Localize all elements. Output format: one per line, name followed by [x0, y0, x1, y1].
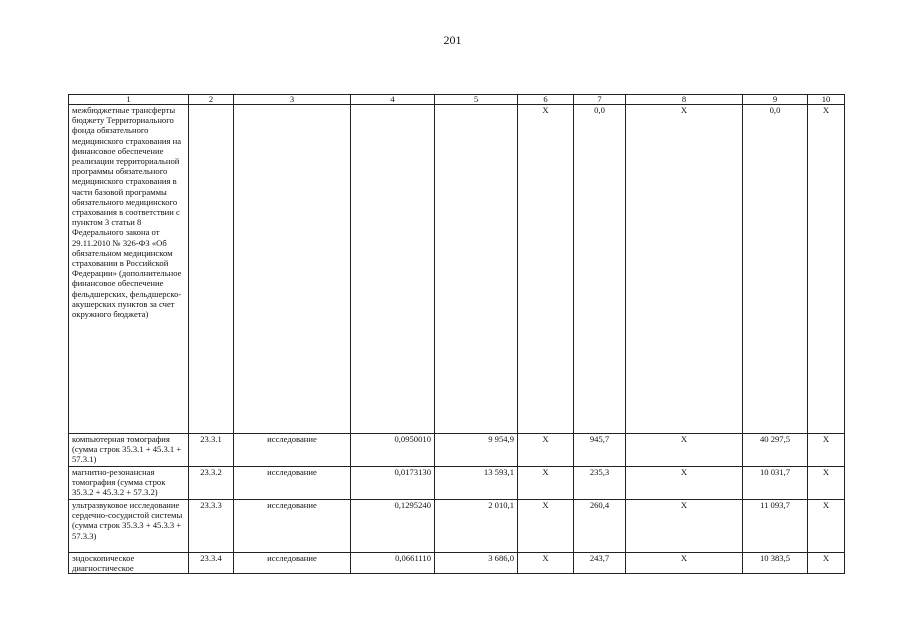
header-cell: 2 [189, 95, 234, 105]
table-row [69, 553, 845, 574]
header-cell: 4 [351, 95, 435, 105]
row-col10: X [808, 553, 845, 574]
row-volume [351, 105, 435, 434]
row-unit [234, 105, 351, 434]
row-col6: X [518, 434, 574, 467]
header-cell: 3 [234, 95, 351, 105]
header-cell: 10 [808, 95, 845, 105]
row-code: 23.3.4 [189, 553, 234, 574]
row-col7: 260,4 [574, 500, 626, 553]
row-name: эндоскопическое диагностическое [69, 553, 189, 574]
row-code: 23.3.2 [189, 467, 234, 500]
row-col8: X [626, 467, 743, 500]
row-cost: 13 593,1 [435, 467, 518, 500]
table-row [69, 500, 845, 553]
row-volume: 0,0950010 [351, 434, 435, 467]
row-unit: исследование [234, 500, 351, 553]
row-volume: 0,0661110 [351, 553, 435, 574]
page-number: 201 [443, 33, 462, 47]
row-col8: X [626, 105, 743, 434]
row-col9: 40 297,5 [743, 434, 808, 467]
table-row [69, 434, 845, 467]
row-unit: исследование [234, 553, 351, 574]
row-volume: 0,1295240 [351, 500, 435, 553]
row-code: 23.3.3 [189, 500, 234, 553]
row-col8: X [626, 500, 743, 553]
header-cell: 9 [743, 95, 808, 105]
row-col8: X [626, 434, 743, 467]
row-code: 23.3.1 [189, 434, 234, 467]
row-col10: X [808, 500, 845, 553]
row-code [189, 105, 234, 434]
row-unit: исследование [234, 434, 351, 467]
table-header-row [69, 95, 845, 105]
budget-table [68, 94, 845, 574]
header-cell: 5 [435, 95, 518, 105]
row-col6: X [518, 500, 574, 553]
header-cell: 7 [574, 95, 626, 105]
row-name: межбюджетные трансферты бюджету Территориального фонда обязательного медицинского страхования на финансовое обеспечение реализации территориальной программы обязательного медицинского страхования в части базовой программы обязательного медицинского страхования в соответствии с пунктом 3 статьи 8 Федерального закона от 29.11.2010 № 326-ФЗ «Об обязательном медицинском страховании в Российской Федерации» (дополнительное финансовое обеспечение фельдшерских, фельдшерско-акушерских пунктов за счет окружного бюджета) [69, 105, 189, 434]
table-row [69, 467, 845, 500]
row-col7: 0,0 [574, 105, 626, 434]
row-col10: X [808, 105, 845, 434]
row-col7: 243,7 [574, 553, 626, 574]
table-row [69, 105, 845, 434]
row-name: магнитно-резонансная томография (сумма строк 35.3.2 + 45.3.2 + 57.3.2) [69, 467, 189, 500]
row-col6: X [518, 553, 574, 574]
row-col9: 11 093,7 [743, 500, 808, 553]
row-volume: 0,0173130 [351, 467, 435, 500]
row-col9: 10 031,7 [743, 467, 808, 500]
row-name: ультразвуковое исследование сердечно-сосудистой системы (сумма строк 35.3.3 + 45.3.3 + 57.3.3) [69, 500, 189, 553]
row-col7: 235,3 [574, 467, 626, 500]
row-col7: 945,7 [574, 434, 626, 467]
header-cell: 6 [518, 95, 574, 105]
row-col6: X [518, 467, 574, 500]
row-col10: X [808, 467, 845, 500]
row-col9: 10 383,5 [743, 553, 808, 574]
header-cell: 8 [626, 95, 743, 105]
row-cost: 3 686,0 [435, 553, 518, 574]
row-cost [435, 105, 518, 434]
row-cost: 9 954,9 [435, 434, 518, 467]
row-col10: X [808, 434, 845, 467]
row-cost: 2 010,1 [435, 500, 518, 553]
header-cell: 1 [69, 95, 189, 105]
row-name: компьютерная томография (сумма строк 35.3.1 + 45.3.1 + 57.3.1) [69, 434, 189, 467]
row-col6: X [518, 105, 574, 434]
row-col9: 0,0 [743, 105, 808, 434]
row-col8: X [626, 553, 743, 574]
row-unit: исследование [234, 467, 351, 500]
